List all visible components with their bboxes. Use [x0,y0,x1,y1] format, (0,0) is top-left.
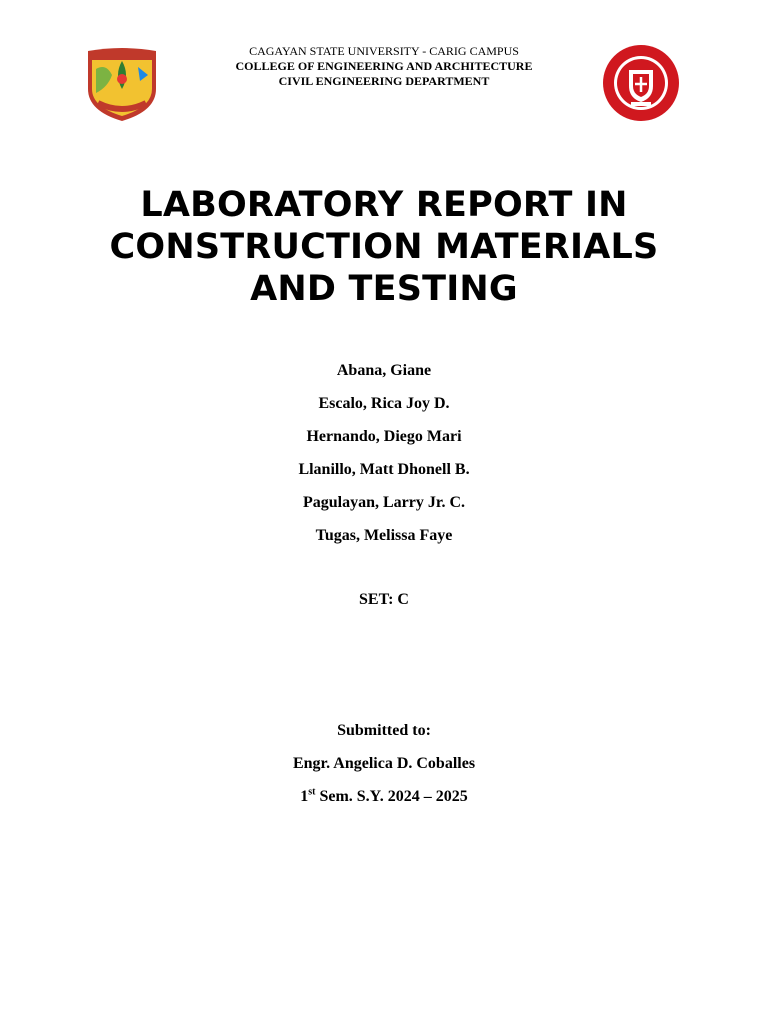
semester-line [0,786,768,819]
submission-block [0,720,768,819]
member-name: Tugas, Melissa Faye [315,527,453,544]
semester-ordinal-suffix: st [308,786,316,798]
engineering-seal-icon [601,44,681,122]
member-list [0,360,768,558]
report-title [0,184,768,310]
set-label: SET: C [359,591,409,608]
title-line-1: LABORATORY REPORT IN [140,185,628,225]
title-line-3: AND TESTING [250,269,518,309]
semester-number: 1 [300,788,309,805]
submitted-to-label: Submitted to: [337,722,431,739]
semester-school-year: Sem. S.Y. 2024 – 2025 [315,788,468,805]
member-name: Hernando, Diego Mari [306,428,462,445]
member-name: Pagulayan, Larry Jr. C. [302,494,466,511]
college-name: COLLEGE OF ENGINEERING AND ARCHITECTURE [235,59,533,73]
member-name: Abana, Giane [336,362,432,379]
instructor-name: Engr. Angelica D. Coballes [292,755,476,772]
university-name: CAGAYAN STATE UNIVERSITY - CARIG CAMPUS [249,44,519,58]
member-name: Escalo, Rica Joy D. [318,395,450,412]
department-name: CIVIL ENGINEERING DEPARTMENT [278,74,490,88]
member-name: Llanillo, Matt Dhonell B. [298,461,470,478]
title-line-2: CONSTRUCTION MATERIALS [109,227,659,267]
